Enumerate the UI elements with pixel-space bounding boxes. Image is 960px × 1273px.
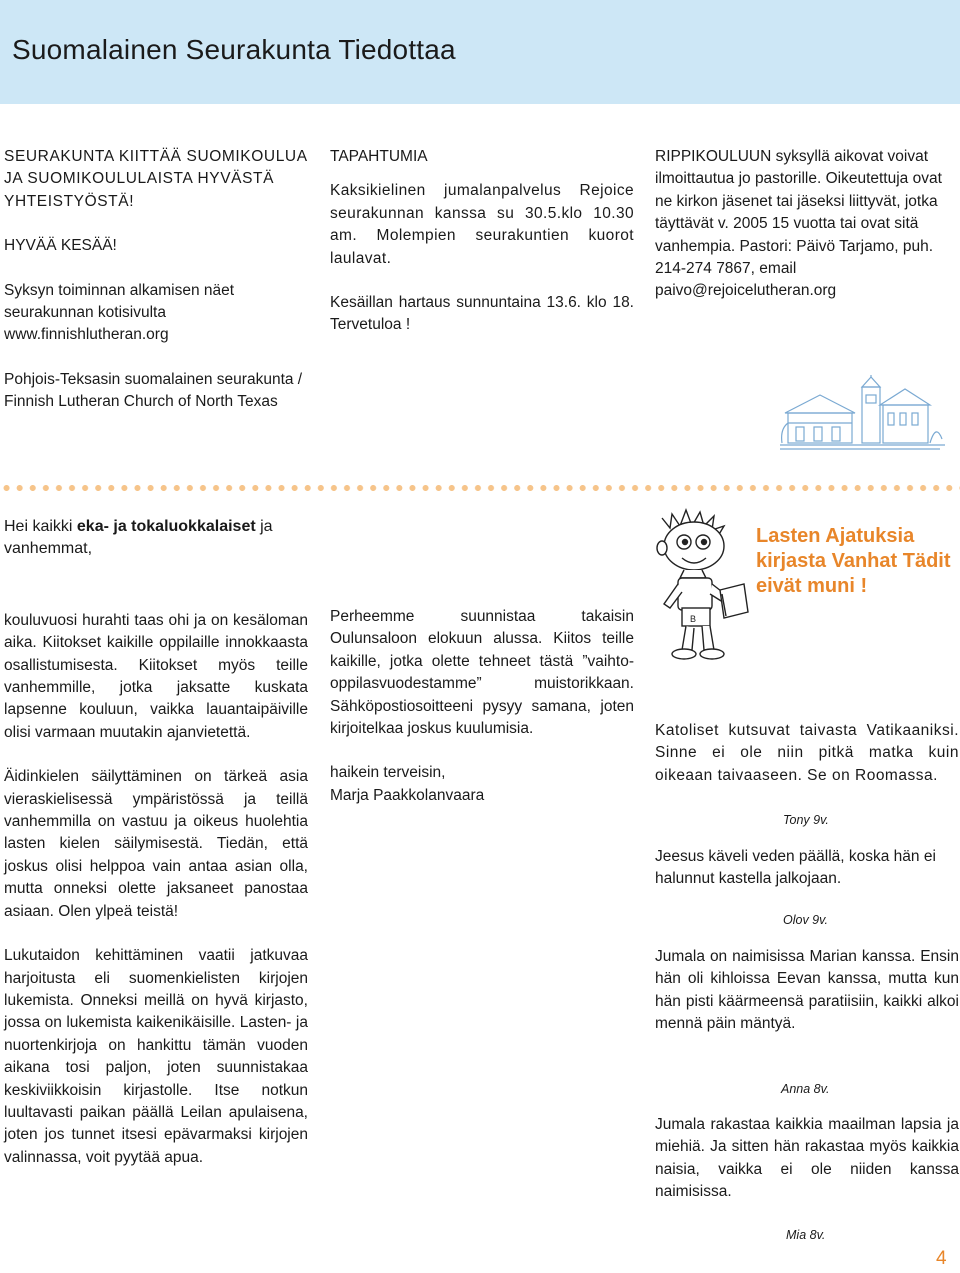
confirmation-column [655,146,957,325]
letter-closing: haikein terveisin, [330,764,446,782]
kids-thoughts-title-box [756,524,960,599]
website-notice: Syksyn toiminnan alkamisen näet seurakunnan kotisivulta www.finnishlutheran.org [4,281,235,344]
kids-thoughts-title: Lasten Ajatuksia kirjasta Vanhat Tädit eivät muni ! [756,525,951,597]
letter-paragraph-2: Äidinkielen säilyttäminen on tärkeä asia vieraskielisessä ympäristössä ja teillä vanhemmilla on vastuu ja oikeus huolehtia lasten kielen säilymisestä. Tiedän, että joskus olisi helppoa vain antaa asian olla, mutta onneksi olette jaksaneet panostaa asiaan. Olen ylpeä teistä! [4,768,308,920]
greeting-end: ja vanhemmat, [4,518,273,558]
quote-text: Jeesus käveli veden päällä, koska hän ei halunnut kastella jalkojaan. [655,848,936,888]
dotted-divider [0,483,960,493]
svg-text:B: B [690,614,697,624]
kids-quote-1 [655,720,959,787]
cartoon-boy-drawing [648,500,758,665]
letter-signature: Marja Paakkolanvaara [330,786,485,804]
page-title: Suomalainen Seurakunta Tiedottaa [12,34,456,65]
letter-greeting [4,516,308,561]
quote-author: Olov 9v. [783,913,828,927]
church-name: Pohjois-Teksasin suomalainen seurakunta / Finnish Lutheran Church of North Texas [4,370,303,411]
quote-author: Tony 9v. [783,813,829,827]
page-number: 4 [936,1248,947,1269]
letter-paragraph-4: Perheemme suunnistaa takaisin Oulunsaloon elokuun alussa. Kiitos teille kaikille, jotka olette tehneet tästä ”vaihto-oppilasvuodestamme” muistorikkaan. Sähköpostiosoitteeni pysyy samana, joten kirjoitelkaa joskus kuulumisia. [330,608,634,738]
evening-devotion-notice: Kesäillan hartaus sunnuntaina 13.6. klo 18. Tervetuloa ! [330,294,634,334]
greeting-grades: eka- ja tokaluokkalaiset [76,518,256,535]
confirmation-school-notice: RIPPIKOULUUN syksyllä aikovat voivat ilmoittautua jo pastorille. Oikeutettuja ovat ne kirkon jäsenet tai jäseksi liittyvät, jotka täyttävät v. 2005 15 vuotta tai ovat sitä vanhempia. Pastori: Päivö Tarjamo, puh. 214-274 7867, email paivo@rejoicelutheran.org [655,148,942,300]
greeting-start: Hei kaikki [4,518,77,535]
quote-text: Katoliset kutsuvat taivasta Vatikaaniksi. Sinne ei ole niin pitkä matka kuin oikeaan taivaaseen. Se on Roomassa. [655,722,959,784]
letter-paragraph-1: kouluvuosi hurahti taas ohi ja on kesäloman aika. Kiitokset kaikille oppilaille innokkaasta osallistumisesta. Kiitokset myös teille vanhemmille, jotka jaksatte kuskata lapsenne kouluun, vaikka lauantaipäiville olisi varmaan muutakin ajanvietettä. [4,611,308,741]
quote-text: Jumala on naimisissa Marian kanssa. Ensin hän oli kihloissa Eevan kanssa, mutta kun hän pisti käärmeensä paratiisiin, kaikki alkoi mennä päin mäntyä. [655,948,959,1033]
letter-paragraph-3: Lukutaidon kehittäminen vaatii jatkuvaa harjoitusta eli suomenkielisten kirjojen lukemista. Onneksi meillä on hyvä kirjasto, jossa on lukemista kaikenikäisille. Lasten- ja nuortenkirjoja on hankittu tämän vuoden aikana tosi paljon, joten suunnistakaa keskiviikkoisin kirjastolle. Itse notkun luultavasti paikan päällä Leilan apulaisena, joten jos tunnet itsesi epävarmaksi kirjojen valinnassa, voit pyytää apua. [4,947,308,1166]
quote-author: Mia 8v. [786,1228,826,1242]
quote-text: Jumala rakastaa kaikkia maailman lapsia ja miehiä. Ja sitten hän rakastaa myös kaikkia naisia, vaikka ei ole niiden kanssa naimisissa. [655,1116,959,1201]
letter-column-2 [330,606,634,807]
events-heading: TAPAHTUMIA [330,148,428,165]
church-notices-column [4,146,308,436]
letter-column-1 [4,516,308,1191]
quote-author: Anna 8v. [781,1082,830,1096]
summer-greeting: HYVÄÄ KESÄÄ! [4,237,117,255]
events-column [330,146,634,359]
kids-quote-3 [655,946,959,1036]
church-drawing [780,375,945,455]
bilingual-service-notice: Kaksikielinen jumalanpalvelus Rejoice seurakunnan kanssa su 30.5.klo 10.30 am. Molempien seurakuntien kuorot laulavat. [330,182,634,267]
kids-quote-2 [655,846,959,891]
kids-quote-4 [655,1114,959,1204]
thanks-notice: SEURAKUNTA KIITTÄÄ SUOMIKOULUA JA SUOMIKOULULAISTA HYVÄSTÄ YHTEISTYÖSTÄ! [4,148,307,210]
